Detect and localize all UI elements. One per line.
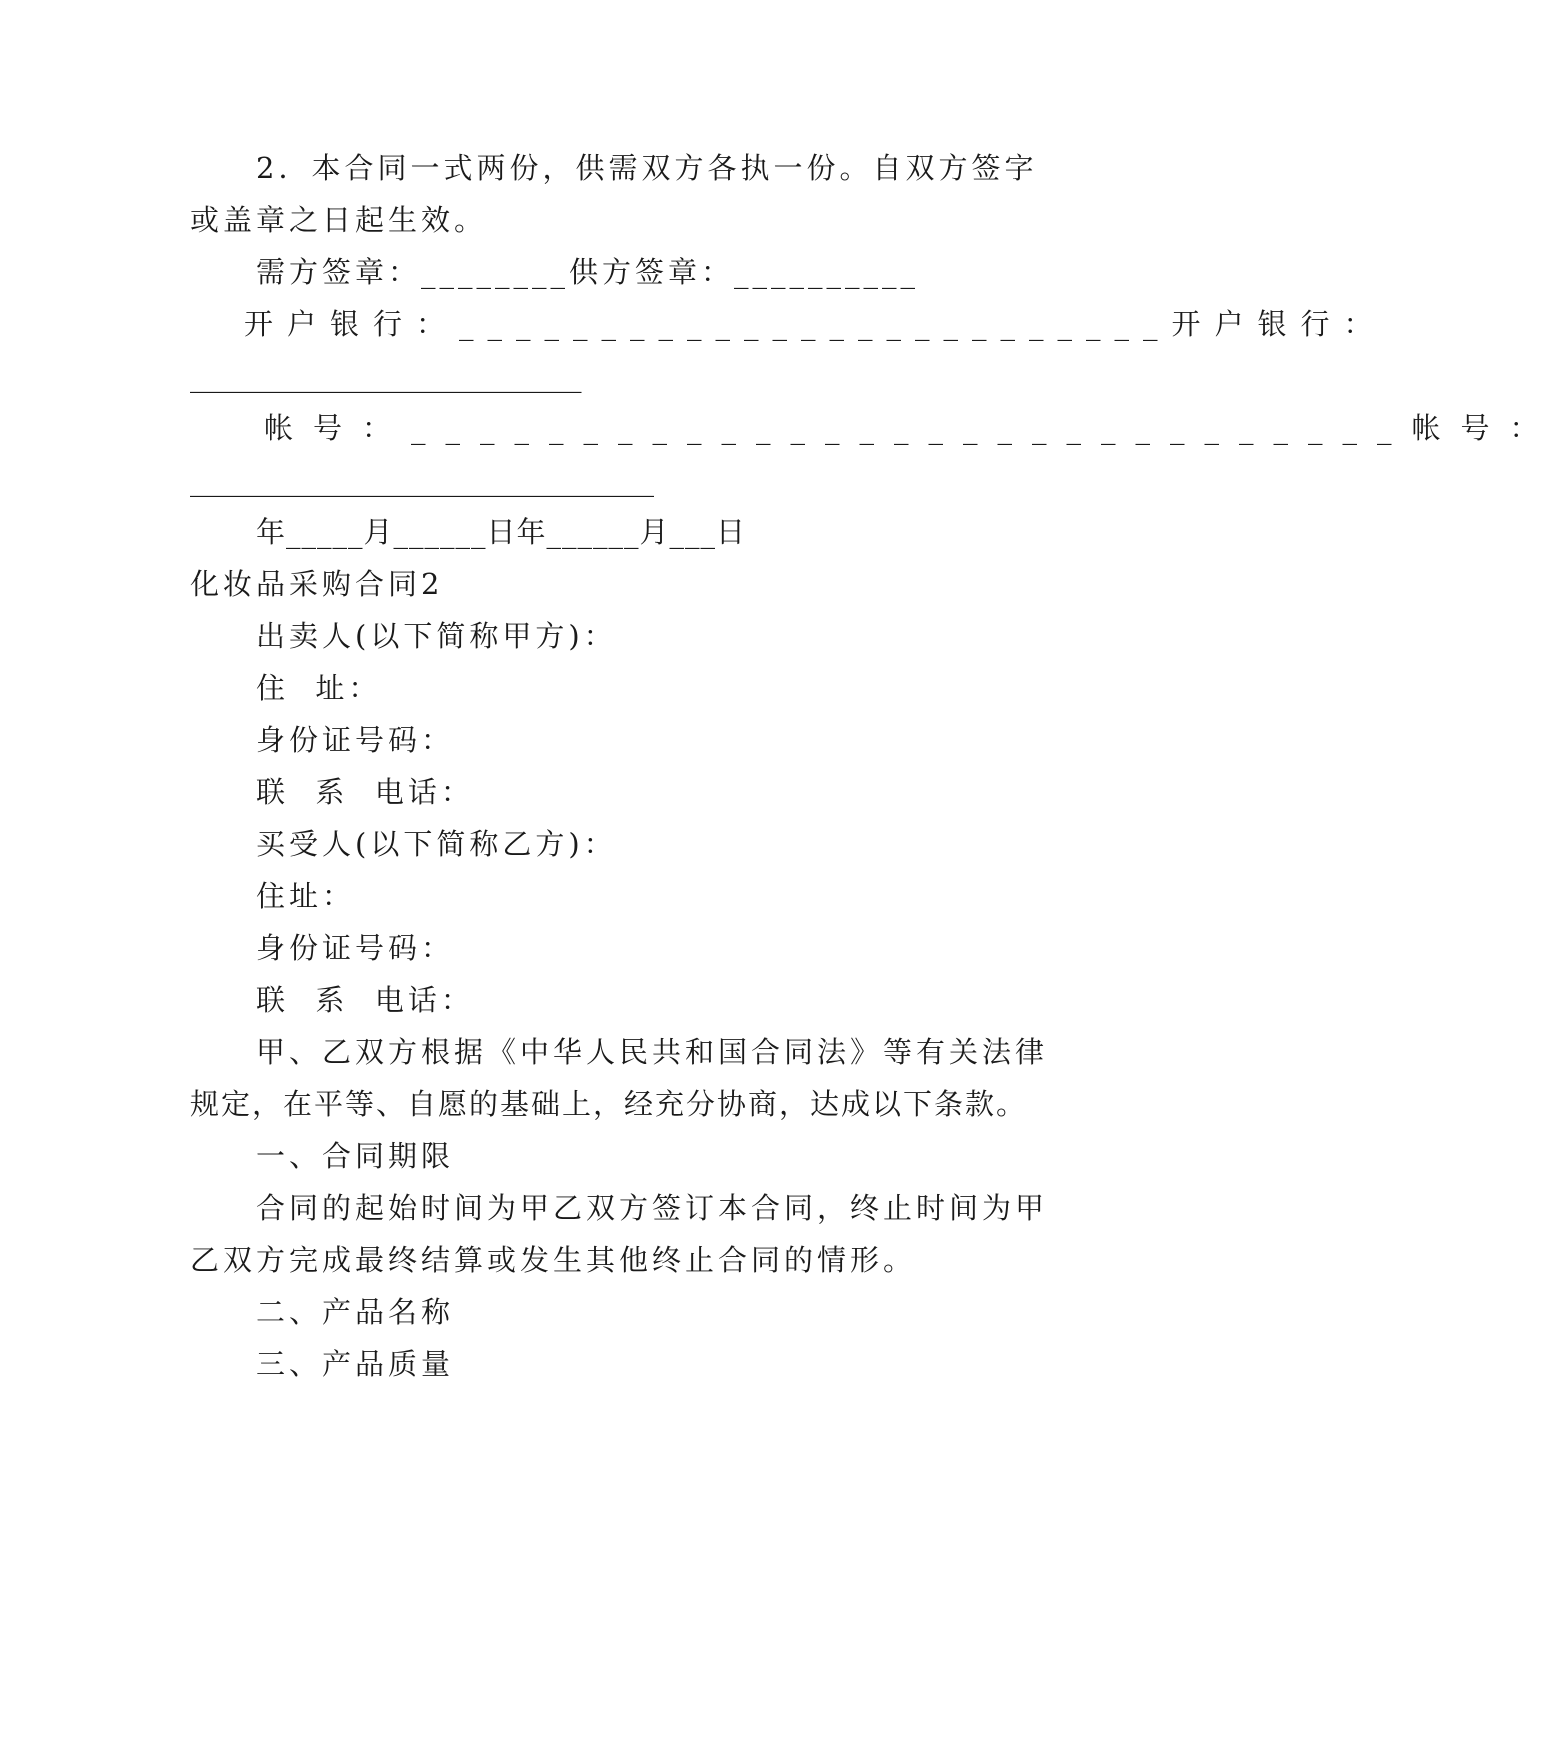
paragraph-line: 乙双方完成最终结算或发生其他终止合同的情形。 bbox=[190, 1243, 917, 1277]
party-b-phone: 联 系 电话： bbox=[256, 983, 474, 1017]
clause-heading: 一、合同期限 bbox=[256, 1139, 455, 1173]
account-underline: ________________________________ bbox=[190, 463, 654, 497]
party-b-id: 身份证号码： bbox=[256, 931, 455, 965]
party-b-label: 买受人(以下简称乙方)： bbox=[256, 827, 617, 861]
account-line: 帐号：_____________________________帐号： bbox=[264, 411, 1559, 445]
signature-line: 需方签章：________供方签章：__________ bbox=[256, 255, 920, 289]
date-line: 年_____月______日年______月___日 bbox=[256, 515, 747, 549]
paragraph-line: 甲、乙双方根据《中华人民共和国合同法》等有关法律 bbox=[256, 1035, 1049, 1069]
bank-underline: ___________________________ bbox=[190, 359, 582, 393]
party-a-phone: 联 系 电话： bbox=[256, 775, 474, 809]
paragraph-line: 规定，在平等、自愿的基础上，经充分协商，达成以下条款。 bbox=[190, 1087, 1028, 1121]
party-a-label: 出卖人(以下简称甲方)： bbox=[256, 619, 617, 653]
paragraph-line: 合同的起始时间为甲乙双方签订本合同，终止时间为甲 bbox=[256, 1191, 1049, 1225]
party-b-address: 住址： bbox=[256, 879, 356, 913]
paragraph-line: 或盖章之日起生效。 bbox=[190, 203, 488, 237]
clause-heading: 二、产品名称 bbox=[256, 1295, 455, 1329]
paragraph-line: 2．本合同一式两份，供需双方各执一份。自双方签字 bbox=[256, 151, 1038, 185]
party-a-address: 住 址： bbox=[256, 671, 382, 705]
clause-heading: 三、产品质量 bbox=[256, 1347, 455, 1381]
section-title: 化妆品采购合同2 bbox=[190, 567, 444, 601]
party-a-id: 身份证号码： bbox=[256, 723, 455, 757]
bank-line: 开户银行：_________________________开户银行： bbox=[244, 307, 1387, 341]
